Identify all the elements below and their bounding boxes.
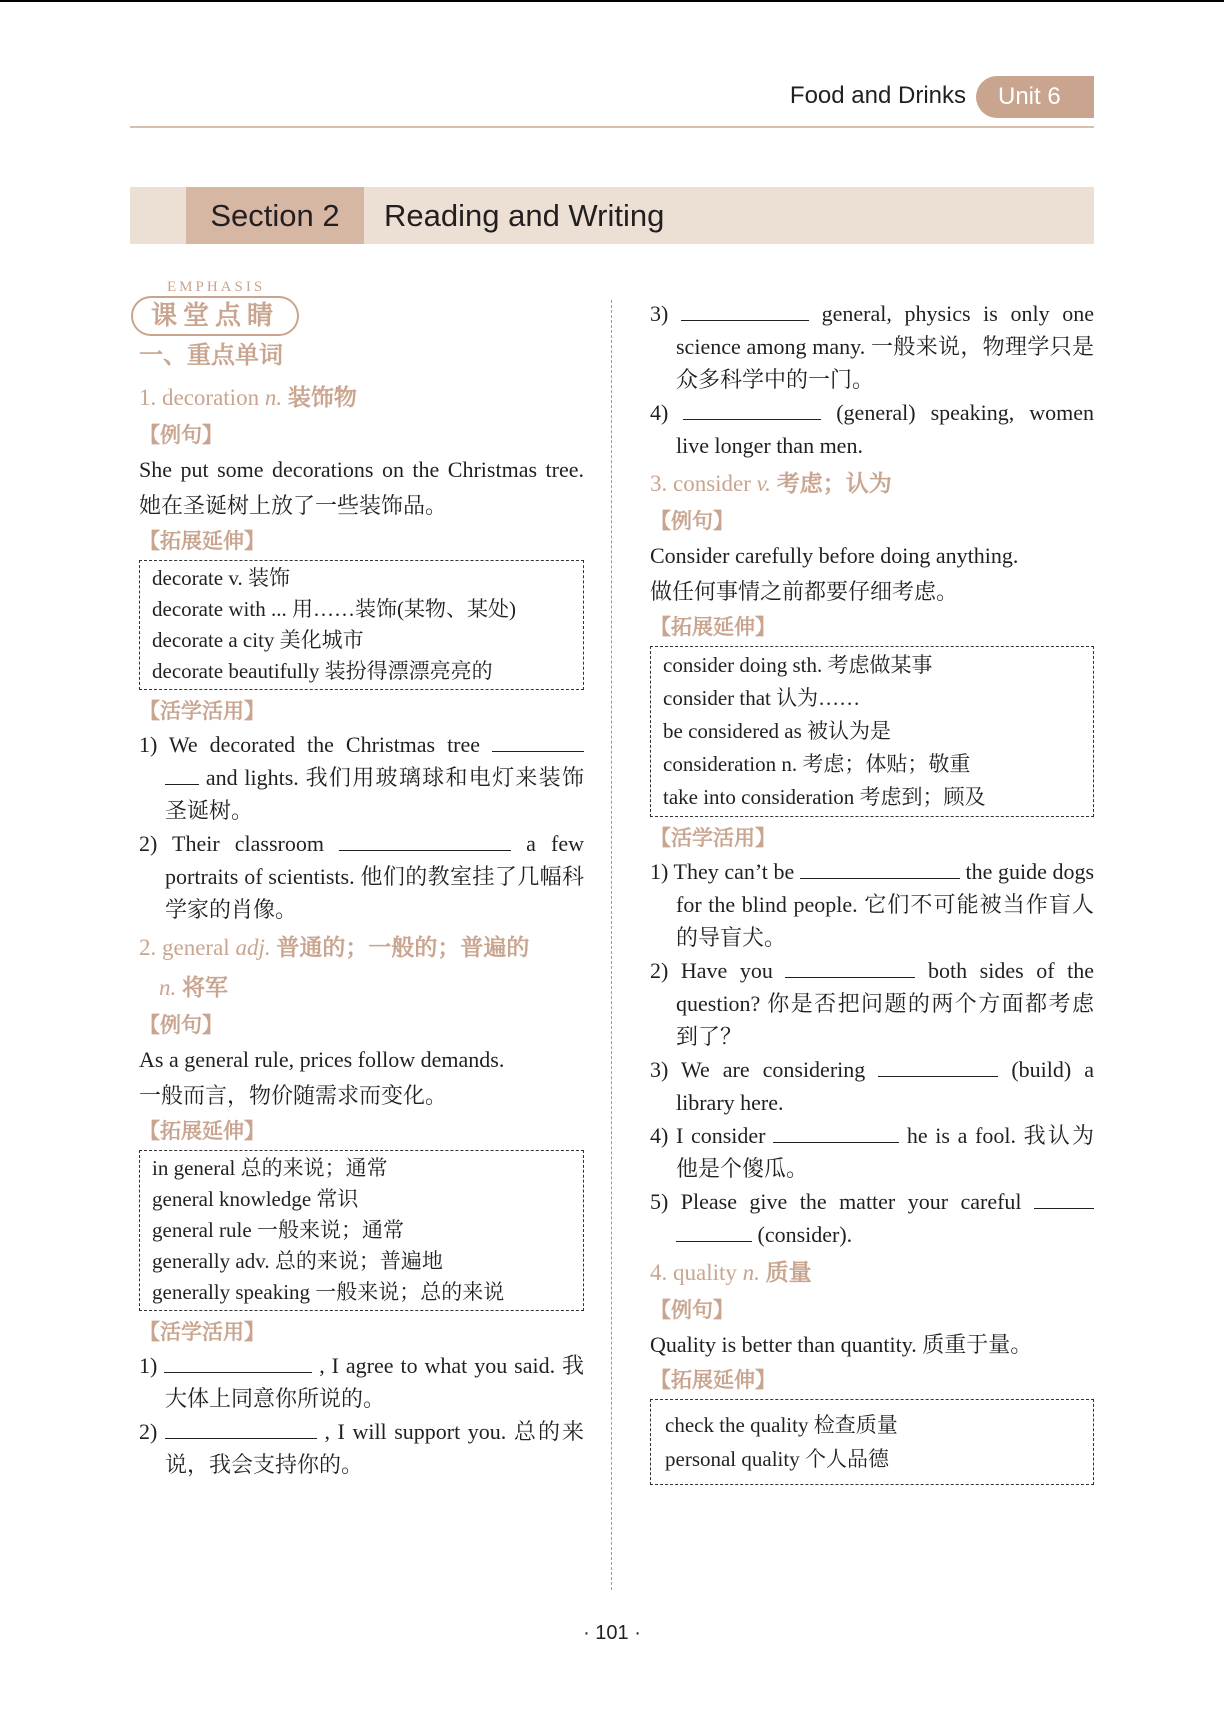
extend-item: in general 总的来说；通常 [152,1156,388,1180]
word-entry-quality [650,1253,1094,1293]
emphasis-label: EMPHASIS [167,279,266,295]
left-column [139,278,584,1481]
extend-item: generally adv. 总的来说；普遍地 [152,1249,443,1273]
exercise-text: 3) [650,301,669,326]
exercise-item [650,1119,1094,1185]
example-tag: 【例句】 [650,509,734,533]
extend-box [139,1150,584,1311]
word-head: 4. quality [650,1260,737,1285]
word-entry-general [139,928,584,968]
word-entry-decoration [139,378,584,418]
exercise-text: 2) Their classroom [139,831,324,856]
exercise-item [139,1415,584,1481]
exercise-text: general, physics is only one science among many. 一般来说，物理学只是众多科学中的一门。 [676,301,1095,392]
example-translation: 做任何事情之前都要仔细考虑。 [650,579,959,604]
exercise-text: 1) We decorated the Christmas tree [139,732,481,757]
extend-item: decorate v. 装饰 [152,566,290,590]
extend-item: general rule 一般来说；通常 [152,1218,404,1242]
answer-blank[interactable] [676,1220,752,1242]
exercise-text: (general) speaking, women live longer than men. [676,400,1094,458]
exercise-item [139,728,584,827]
extend-item: be considered as 被认为是 [663,719,892,743]
extend-box [139,560,584,690]
page-number: · 101 · [583,1622,641,1644]
example-sentence: Consider carefully before doing anything. [650,543,1019,568]
exercise-item [139,827,584,926]
word-head: 1. decoration [139,385,260,410]
word-meaning: 质量 [765,1260,812,1285]
exercise-text: (consider). [757,1222,853,1247]
exercise-text: a few portraits of scientists. 他们的教室挂了几幅科学家的肖像。 [165,831,584,922]
extend-tag: 【拓展延伸】 [650,615,776,639]
answer-blank[interactable] [165,1417,317,1439]
exercise-item [650,1053,1094,1119]
example-translation: 一般而言，物价随需求而变化。 [139,1083,448,1108]
answer-blank[interactable] [773,1121,899,1143]
section-banner [130,187,1094,244]
extend-tag: 【拓展延伸】 [139,1119,265,1143]
running-header [130,74,1094,134]
word-entry-consider [650,464,1094,504]
extend-item: take into consideration 考虑到；顾及 [663,785,986,809]
answer-blank[interactable] [1034,1187,1094,1209]
word-meaning: 普通的；一般的；普遍的 [276,935,530,960]
extend-item: decorate with ... 用……装饰(某物、某处) [152,597,516,621]
answer-blank[interactable] [800,857,960,879]
word-head: 2. general [139,935,230,960]
example-sentence: Quality is better than quantity. 质重于量。 [650,1332,1033,1357]
exercise-text: 3) We are considering [650,1057,866,1082]
answer-blank[interactable] [492,730,584,752]
answer-blank[interactable] [683,398,821,420]
header-title: Food and Drinks [789,82,966,109]
practice-tag: 【活学活用】 [139,1320,265,1344]
answer-blank[interactable] [878,1055,998,1077]
exercise-text: , I agree to what you said. 我大体上同意你所说的。 [165,1353,585,1411]
exercise-text: both sides of the question? 你是否把问题的两个方面都考虑到了？ [676,958,1094,1049]
word-pos: n. [264,385,283,410]
exercise-item [650,1185,1094,1251]
exercise-text: 1) [139,1353,158,1378]
section-number: Section 2 [186,187,364,244]
exercise-text: 2) [139,1419,158,1444]
word-meaning: 装饰物 [287,385,357,410]
extend-item: decorate beautifully 装扮得漂漂亮亮的 [152,659,493,683]
extend-item: decorate a city 美化城市 [152,628,364,652]
word-meaning: 将军 [182,975,228,1000]
extend-item: consider that 认为…… [663,686,861,710]
word-meaning: 考虑；认为 [776,471,892,496]
extend-item: generally speaking 一般来说；总的来说 [152,1280,505,1304]
extend-tag: 【拓展延伸】 [650,1368,776,1392]
practice-tag: 【活学活用】 [139,699,265,723]
answer-blank[interactable] [681,299,809,321]
answer-blank[interactable] [165,763,199,785]
word-entry-general-noun [139,968,584,1008]
right-column [650,297,1094,1489]
example-tag: 【例句】 [139,423,223,447]
answer-blank[interactable] [164,1351,312,1373]
exercise-item [650,954,1094,1053]
practice-tag: 【活学活用】 [650,826,776,850]
extend-item: personal quality 个人品德 [665,1447,889,1471]
section-title: Reading and Writing [384,198,665,233]
emphasis-pill: 课堂点睛 [131,296,299,336]
exercise-text: the guide dogs for the blind people. 它们不可能被当作盲人的导盲犬。 [676,859,1095,950]
exercise-text: and lights. 我们用玻璃球和电灯来装饰圣诞树。 [165,765,584,823]
exercise-item [650,396,1094,462]
word-pos: v. [756,471,771,496]
word-pos: adj. [235,935,271,960]
word-head: 3. consider [650,471,751,496]
word-pos: n. [742,1260,760,1285]
answer-blank[interactable] [339,829,511,851]
category-heading: 一、重点单词 [139,343,283,369]
exercise-item [650,297,1094,396]
answer-blank[interactable] [785,956,915,978]
extend-box [650,646,1094,817]
extend-item: consideration n. 考虑；体贴；敬重 [663,752,971,776]
extend-tag: 【拓展延伸】 [139,529,265,553]
unit-badge: Unit 6 [976,76,1094,118]
exercise-item [650,855,1094,954]
exercise-text: , I will support you. 总的来说，我会支持你的。 [165,1419,585,1477]
example-sentence: As a general rule, prices follow demands. [139,1047,505,1072]
header-rule [130,126,1094,128]
extend-item: check the quality 检查质量 [665,1413,898,1437]
extend-box [650,1399,1094,1485]
extend-item: general knowledge 常识 [152,1187,359,1211]
column-divider [611,300,612,1590]
exercise-text: 4) [650,400,669,425]
exercise-text: 5) Please give the matter your careful [650,1189,1022,1214]
exercise-text: he is a fool. 我认为他是个傻瓜。 [676,1123,1094,1181]
exercise-item [139,1349,584,1415]
example-sentence: She put some decorations on the Christmas tree. 她在圣诞树上放了一些装饰品。 [139,457,584,518]
exercise-text: 4) I consider [650,1123,766,1148]
example-tag: 【例句】 [650,1298,734,1322]
extend-item: consider doing sth. 考虑做某事 [663,653,933,677]
exercise-text: (build) a library here. [676,1057,1094,1115]
word-pos: n. [159,975,177,1000]
example-tag: 【例句】 [139,1013,223,1037]
exercise-text: 2) Have you [650,958,773,983]
exercise-text: 1) They can’t be [650,859,795,884]
page-top-rule [0,0,1224,2]
